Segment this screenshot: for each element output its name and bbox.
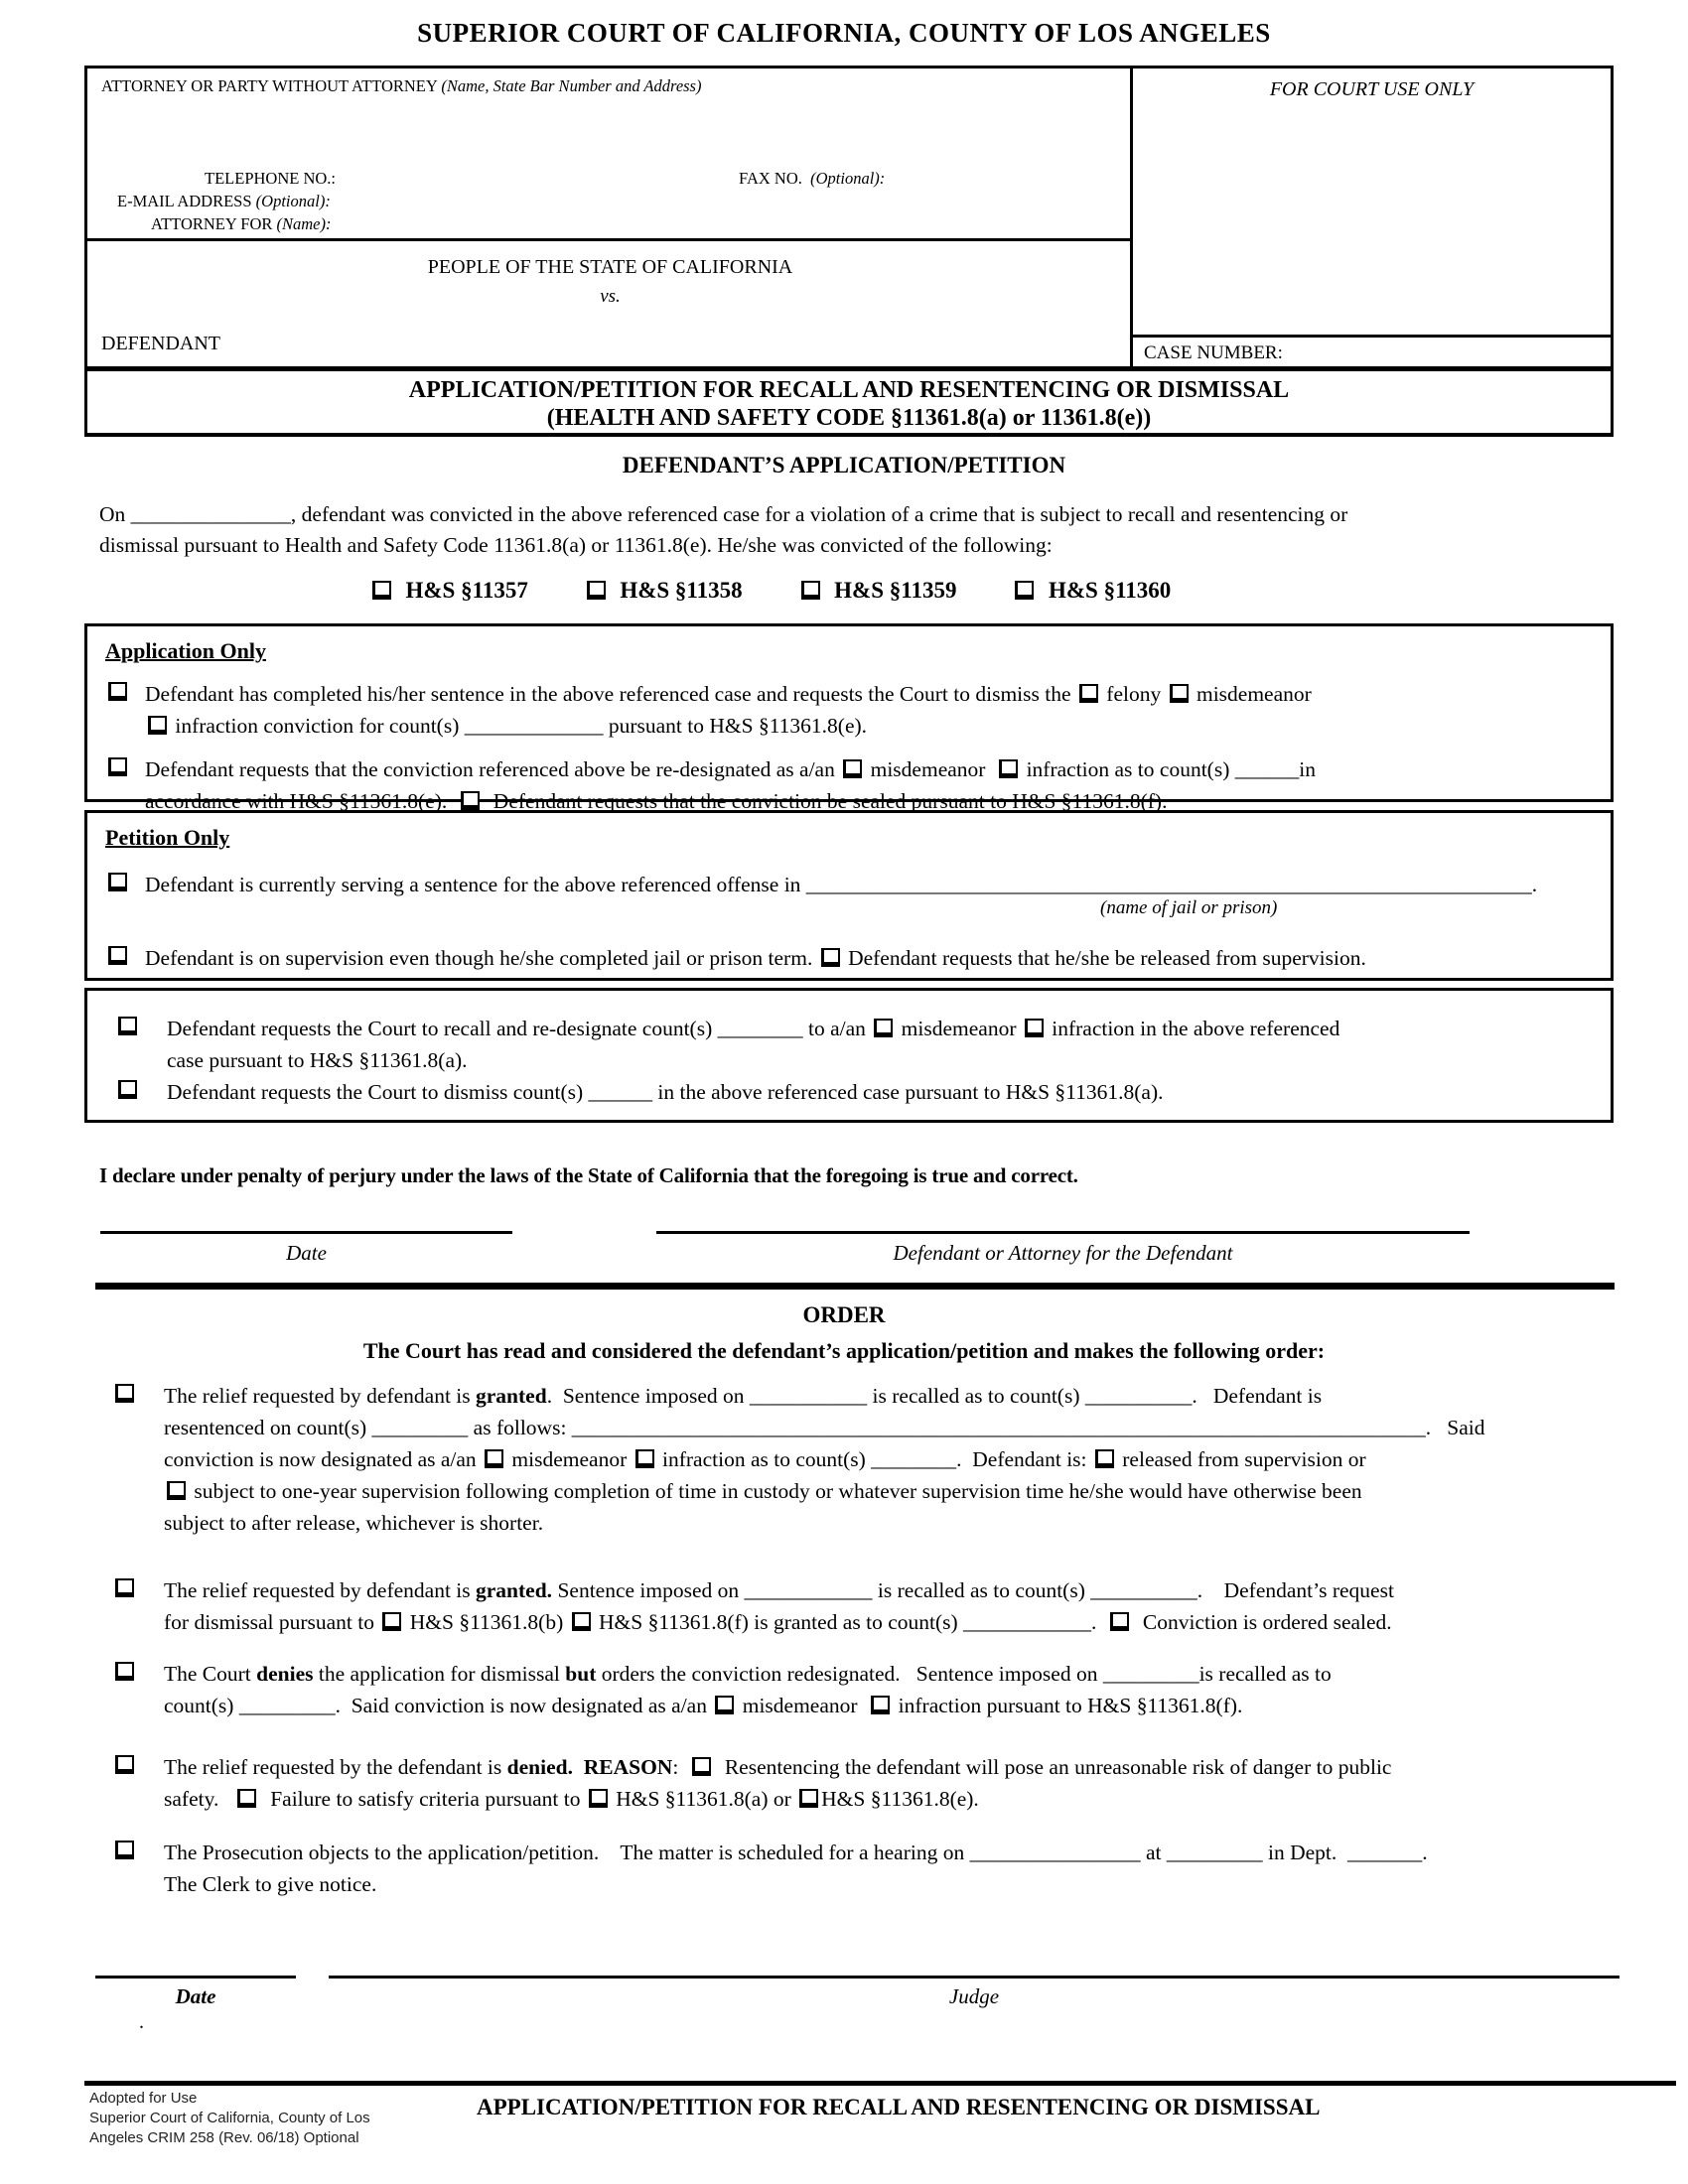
footer-left-line3: Angeles CRIM 258 (Rev. 06/18) Optional <box>89 2129 359 2146</box>
checkbox-icon[interactable] <box>167 1481 186 1500</box>
text-run: infraction as to count(s) ______in <box>1021 757 1316 781</box>
attorney-box-divider <box>87 238 1133 241</box>
text-run: accordance with H&S §11361.8(e). <box>145 789 459 813</box>
text-run: The Court <box>164 1662 257 1686</box>
attorney-field[interactable] <box>101 76 701 96</box>
checkbox-icon[interactable] <box>372 581 391 600</box>
judge-signature-line[interactable] <box>329 1976 1619 1979</box>
footer-form-title: APPLICATION/PETITION FOR RECALL AND RESENTENCING OR DISMISSAL <box>477 2095 1321 2119</box>
form-text-line <box>164 1690 1628 1721</box>
checkbox-icon[interactable] <box>118 1080 137 1099</box>
checkbox-icon[interactable] <box>108 757 127 776</box>
defendant-signature-label: Defendant or Attorney for the Defendant <box>893 1241 1233 1265</box>
form-text-line <box>164 1658 1628 1690</box>
text-run: infraction conviction for count(s) _____________ pursuant to H&S §11361.8(e). <box>170 714 868 738</box>
text-run: H&S §11361.8(b) <box>404 1610 569 1634</box>
jail-name-caption: (name of jail or prison) <box>1100 897 1278 918</box>
caption-box <box>84 66 1614 369</box>
text-run: H&S §11361.8(f) is granted as to count(s) ____________. <box>593 1610 1108 1634</box>
fax-label-paren: (Optional): <box>810 169 886 188</box>
text-run: Defendant requests the Court to recall and re-designate count(s) ________ to a/an <box>167 1017 872 1040</box>
checkbox-icon[interactable] <box>1110 1612 1129 1631</box>
text-run: misdemeanor <box>1191 682 1312 706</box>
form-text-line <box>164 1475 1628 1507</box>
checkbox-icon[interactable] <box>148 716 167 735</box>
text-run: the application for dismissal <box>313 1662 566 1686</box>
fax-label: FAX NO. <box>739 169 811 188</box>
form-text-line <box>167 1044 1601 1076</box>
form-text-line <box>145 678 1601 710</box>
order-date-line[interactable] <box>95 1976 296 1979</box>
vertical-divider <box>1130 68 1133 366</box>
text-run: but <box>565 1662 597 1686</box>
form-text-line <box>164 1380 1628 1412</box>
checkbox-icon[interactable] <box>843 759 862 778</box>
order-item-denies-redesignated <box>112 1658 1628 1721</box>
text-run: infraction as to count(s) ________. Defendant is: <box>656 1447 1092 1471</box>
date-signature-line[interactable] <box>100 1231 512 1234</box>
order-intro: The Court has read and considered the defendant’s application/petition and makes the following order: <box>362 1338 1326 1363</box>
form-text-line <box>167 1013 1601 1044</box>
checkbox-icon[interactable] <box>461 791 480 810</box>
hs-option-label: H&S §11357 <box>405 578 528 603</box>
checkbox-icon[interactable] <box>871 1696 890 1714</box>
application-section-heading: DEFENDANT’S APPLICATION/PETITION <box>622 453 1066 478</box>
hs-option-label: H&S §11358 <box>620 578 743 603</box>
text-run: denies <box>256 1662 314 1686</box>
text-run: . Sentence imposed on ___________ is recalled as to count(s) __________. Defendant is <box>546 1384 1323 1408</box>
footer-divider <box>84 2081 1676 2086</box>
form-text-line <box>145 942 1601 974</box>
email-label: E-MAIL ADDRESS <box>117 192 256 210</box>
text-run: Failure to satisfy criteria pursuant to <box>259 1787 586 1811</box>
hs-option-11359 <box>798 578 957 604</box>
text-run: Defendant is currently serving a sentence for the above referenced offense in ____________________________________________________________________. <box>145 873 1538 896</box>
text-run: granted <box>476 1384 547 1408</box>
checkbox-icon[interactable] <box>999 759 1018 778</box>
hs-option-11360 <box>1012 578 1171 604</box>
text-run: : <box>672 1755 690 1779</box>
order-date-label: Date <box>175 1984 216 2008</box>
form-text-line <box>164 1412 1628 1443</box>
checkbox-icon[interactable] <box>1079 684 1098 703</box>
checkbox-icon[interactable] <box>382 1612 401 1631</box>
order-item-granted-resentenced <box>112 1380 1628 1539</box>
checkbox-icon[interactable] <box>1170 684 1189 703</box>
text-run: H&S §11361.8(e). <box>821 1787 979 1811</box>
checkbox-icon[interactable] <box>589 1789 608 1808</box>
form-title-line2: (HEALTH AND SAFETY CODE §11361.8(a) or 11361.8(e)) <box>546 405 1152 431</box>
form-text-line <box>164 1507 1628 1539</box>
text-run: infraction in the above referenced <box>1046 1017 1340 1040</box>
case-number-field[interactable]: CASE NUMBER: <box>1144 342 1283 363</box>
checkbox-icon[interactable] <box>635 1449 654 1468</box>
checkbox-icon[interactable] <box>115 1755 134 1774</box>
text-run: The relief requested by defendant is <box>164 1384 477 1408</box>
text-run: for dismissal pursuant to <box>164 1610 380 1634</box>
checkbox-icon[interactable] <box>801 581 820 600</box>
application-only-heading: Application Only <box>105 638 266 663</box>
text-run: misdemeanor <box>737 1694 869 1717</box>
intro-line1: On _______________, defendant was convicted in the above referenced case for a violation of a crime that is subject to recall and resentencing or <box>99 502 1348 526</box>
text-run: misdemeanor <box>896 1017 1022 1040</box>
vs-label: vs. <box>600 286 621 307</box>
text-run: Defendant requests the Court to dismiss count(s) ______ in the above referenced case pursuant to H&S §11361.8(a). <box>167 1080 1164 1104</box>
requests-box <box>84 988 1614 1123</box>
petition-only-item-1 <box>105 869 1601 900</box>
text-run: Sentence imposed on ____________ is recalled as to count(s) __________. Defendant’s request <box>552 1578 1394 1602</box>
stray-period: . <box>139 2011 144 2033</box>
application-only-box <box>84 623 1614 813</box>
defendant-label: DEFENDANT <box>101 333 220 354</box>
attorney-for-label: ATTORNEY FOR <box>151 214 277 233</box>
order-item-denied-reason <box>112 1751 1628 1815</box>
text-run <box>573 1755 584 1779</box>
date-signature-label: Date <box>286 1241 327 1265</box>
checkbox-icon[interactable] <box>237 1789 256 1808</box>
form-text-line <box>164 1868 1628 1900</box>
text-run: denied. <box>506 1755 573 1779</box>
section-divider <box>95 1283 1615 1290</box>
checkbox-icon[interactable] <box>799 1789 818 1808</box>
text-run: subject to one-year supervision following completion of time in custody or whatever supervision time he/she would have otherwise been <box>189 1479 1362 1503</box>
telephone-label: TELEPHONE NO.: <box>205 169 336 188</box>
text-run: The relief requested by the defendant is <box>164 1755 507 1779</box>
text-run: misdemeanor <box>865 757 997 781</box>
text-run: Resentencing the defendant will pose an unreasonable risk of danger to public <box>714 1755 1392 1779</box>
telephone-field[interactable] <box>205 169 886 189</box>
text-run: infraction pursuant to H&S §11361.8(f). <box>893 1694 1243 1717</box>
text-run: Defendant requests that he/she be released from supervision. <box>842 946 1366 970</box>
hs-option-label: H&S §11360 <box>1048 578 1172 603</box>
fax-field[interactable] <box>739 169 885 189</box>
text-run: count(s) _________. Said conviction is now designated as a/an <box>164 1694 713 1717</box>
case-number-divider <box>1130 335 1611 338</box>
form-text-line <box>164 1783 1628 1815</box>
text-run: Conviction is ordered sealed. <box>1132 1610 1392 1634</box>
attorney-label-paren: (Name, State Bar Number and Address) <box>441 76 702 95</box>
form-text-line <box>164 1751 1628 1783</box>
attorney-for-field[interactable] <box>151 214 332 234</box>
text-run: subject to after release, whichever is shorter. <box>164 1511 544 1535</box>
hs-option-11357 <box>369 578 528 604</box>
text-run: Defendant requests that the conviction be sealed pursuant to H&S §11361.8(f). <box>483 789 1168 813</box>
petition-only-box <box>84 810 1614 981</box>
checkbox-icon[interactable] <box>118 1017 137 1035</box>
form-text-line <box>167 1076 1601 1108</box>
hs-option-11358 <box>584 578 743 604</box>
checkbox-icon[interactable] <box>692 1757 711 1776</box>
checkbox-icon[interactable] <box>108 873 127 891</box>
checkbox-icon[interactable] <box>108 682 127 701</box>
text-run: Defendant requests that the conviction referenced above be re-designated as a/an <box>145 757 841 781</box>
checkbox-icon[interactable] <box>1025 1019 1044 1037</box>
attorney-label: ATTORNEY OR PARTY WITHOUT ATTORNEY <box>101 76 442 95</box>
order-heading: ORDER <box>802 1302 886 1327</box>
petition-only-heading: Petition Only <box>105 825 230 850</box>
order-item-granted-dismissal <box>112 1574 1628 1638</box>
email-field[interactable] <box>117 192 331 211</box>
text-run: safety. <box>164 1787 235 1811</box>
checkbox-icon[interactable] <box>1095 1449 1114 1468</box>
form-text-line <box>145 869 1601 900</box>
text-run: The Prosecution objects to the application/petition. The matter is scheduled for a hearing on ________________ at _________ in Dept. _______. <box>164 1841 1428 1864</box>
form-title-line1: APPLICATION/PETITION FOR RECALL AND RESENTENCING OR DISMISSAL <box>408 377 1290 403</box>
attorney-for-label-paren: (Name): <box>276 214 332 233</box>
checkbox-icon[interactable] <box>115 1384 134 1403</box>
footer-left-line1: Adopted for Use <box>89 2090 198 2107</box>
checkbox-icon[interactable] <box>115 1578 134 1597</box>
intro-line2: dismissal pursuant to Health and Safety Code 11361.8(a) or 11361.8(e). He/she was convicted of the following: <box>99 533 1053 557</box>
form-text-line <box>145 753 1601 785</box>
form-title-box <box>84 369 1614 437</box>
checkbox-icon[interactable] <box>572 1612 591 1631</box>
form-text-line <box>164 1443 1628 1475</box>
defendant-signature-line[interactable] <box>656 1231 1470 1234</box>
plaintiff-name: PEOPLE OF THE STATE OF CALIFORNIA <box>427 256 793 278</box>
order-item-prosecution-objects <box>112 1837 1628 1900</box>
checkbox-icon[interactable] <box>485 1449 503 1468</box>
text-run: misdemeanor <box>506 1447 633 1471</box>
checkbox-icon[interactable] <box>587 581 606 600</box>
checkbox-icon[interactable] <box>115 1841 134 1859</box>
checkbox-icon[interactable] <box>115 1662 134 1681</box>
text-run: released from supervision or <box>1116 1447 1366 1471</box>
form-text-line <box>164 1574 1628 1606</box>
text-run: H&S §11361.8(a) or <box>610 1787 797 1811</box>
form-text-line <box>145 710 1601 742</box>
text-run: The relief requested by defendant is <box>164 1578 477 1602</box>
for-court-use-label: FOR COURT USE ONLY <box>1269 78 1475 100</box>
text-run: case pursuant to H&S §11361.8(a). <box>167 1048 468 1072</box>
text-run: resentenced on count(s) _________ as follows: ________________________________________________________________________________. Said <box>164 1416 1485 1439</box>
text-run: REASON <box>583 1755 673 1779</box>
email-label-paren: (Optional): <box>255 192 331 210</box>
checkbox-icon[interactable] <box>874 1019 893 1037</box>
text-run: orders the conviction redesignated. Sentence imposed on _________is recalled as to <box>596 1662 1332 1686</box>
checkbox-icon[interactable] <box>821 948 840 967</box>
requests-item-1 <box>115 1013 1601 1076</box>
perjury-declaration: I declare under penalty of perjury under the laws of the State of California that the foregoing is true and correct. <box>99 1163 1078 1187</box>
text-run: The Clerk to give notice. <box>164 1872 377 1896</box>
checkbox-icon[interactable] <box>1015 581 1034 600</box>
petition-only-item-2 <box>105 942 1601 974</box>
form-text-line <box>164 1606 1628 1638</box>
checkbox-icon[interactable] <box>108 946 127 965</box>
checkbox-icon[interactable] <box>715 1696 734 1714</box>
text-run: Defendant has completed his/her sentence in the above referenced case and requests the Court to dismiss the <box>145 682 1076 706</box>
requests-item-2 <box>115 1076 1601 1108</box>
hs-code-options <box>369 578 1226 604</box>
form-text-line <box>164 1837 1628 1868</box>
text-run: granted. <box>476 1578 553 1602</box>
form-adoption-note <box>89 2089 370 2148</box>
text-run: Defendant is on supervision even though he/she completed jail or prison term. <box>145 946 818 970</box>
application-only-item-2 <box>105 753 1601 817</box>
footer-left-line2: Superior Court of California, County of Los <box>89 2110 370 2126</box>
judge-signature-label: Judge <box>948 1984 1000 2008</box>
text-run: felony <box>1100 682 1167 706</box>
text-run: conviction is now designated as a/an <box>164 1447 483 1471</box>
hs-option-label: H&S §11359 <box>834 578 957 603</box>
application-intro <box>99 499 1347 561</box>
page-title: SUPERIOR COURT OF CALIFORNIA, COUNTY OF LOS ANGELES <box>417 18 1271 48</box>
application-only-item-1 <box>105 678 1601 742</box>
